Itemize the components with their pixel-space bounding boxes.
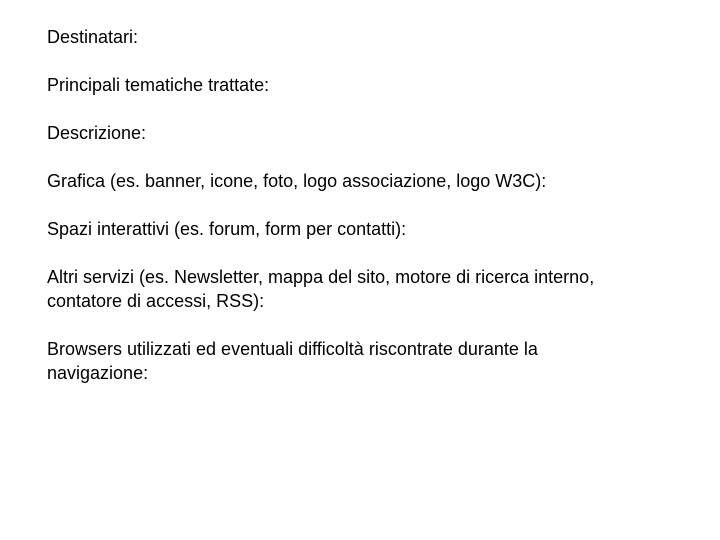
field-altri-servizi: Altri servizi (es. Newsletter, mappa del sito, motore di ricerca interno, contatore di accessi, RSS):	[47, 267, 595, 311]
field-spazi-interattivi: Spazi interattivi (es. forum, form per contatti):	[47, 219, 407, 239]
field-grafica: Grafica (es. banner, icone, foto, logo associazione, logo W3C):	[47, 171, 547, 191]
field-descrizione: Descrizione:	[47, 123, 147, 143]
field-browsers: Browsers utilizzati ed eventuali difficoltà riscontrate durante la navigazione:	[47, 339, 538, 383]
document-body	[47, 25, 687, 409]
field-tematiche: Principali tematiche trattate:	[47, 75, 270, 95]
field-destinatari: Destinatari:	[47, 27, 139, 47]
